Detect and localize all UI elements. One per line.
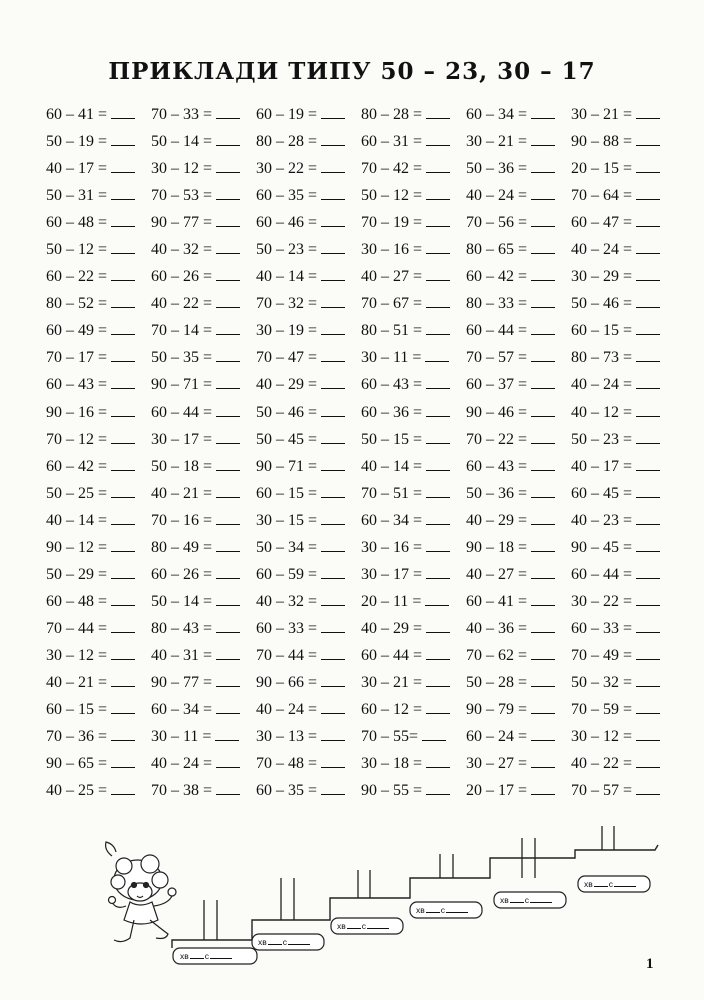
- exercise-expression: 90 – 45 =: [571, 538, 633, 556]
- exercise-expression: 70 – 57 =: [466, 349, 528, 367]
- exercise-expression: 80 – 73 =: [571, 349, 633, 367]
- exercise-expression: 60 – 19 =: [256, 106, 318, 123]
- exercise-expression: 50 – 45 =: [256, 430, 318, 448]
- exercise-expression: 70 – 42 =: [361, 160, 423, 178]
- exercise-expression: 60 – 15 =: [46, 701, 108, 719]
- exercise-expression: 70 – 49 =: [571, 646, 633, 664]
- exercise-expression: 80 – 28 =: [361, 106, 423, 123]
- exercise-expression: 30 – 21 =: [466, 133, 528, 151]
- exercise-expression: 70 – 38 =: [151, 782, 213, 800]
- exercise-expression: 30 – 13 =: [256, 728, 318, 746]
- exercise-expression: 70 – 55=: [361, 728, 419, 746]
- exercise-expression: 60 – 35 =: [256, 782, 318, 800]
- exercise-expression: 90 – 55 =: [361, 782, 423, 800]
- exercise-expression: 40 – 24 =: [571, 241, 633, 259]
- exercise-expression: 70 – 16 =: [151, 511, 213, 529]
- exercise-expression: 50 – 15 =: [361, 430, 423, 448]
- exercise-expression: 60 – 44 =: [571, 565, 633, 583]
- exercise-expression: 90 – 77 =: [151, 214, 213, 232]
- exercise-expression: 90 – 16 =: [46, 403, 108, 421]
- page-number: 1: [646, 956, 654, 972]
- exercise-expression: 60 – 33 =: [571, 619, 633, 637]
- exercise-expression: 70 – 17 =: [46, 349, 108, 367]
- exercise-expression: 30 – 18 =: [361, 755, 423, 773]
- exercise-expression: 70 – 32 =: [256, 295, 318, 313]
- exercise-expression: 90 – 71 =: [151, 376, 213, 394]
- exercise-expression: 60 – 44 =: [151, 403, 213, 421]
- exercise-expression: 50 – 31 =: [46, 187, 108, 205]
- exercise-expression: 90 – 66 =: [256, 673, 318, 691]
- exercise-expression: 50 – 29 =: [46, 565, 108, 583]
- exercise-expression: 40 – 14 =: [256, 268, 318, 286]
- exercise-expression: 60 – 43 =: [466, 457, 528, 475]
- exercise-expression: 40 – 29 =: [361, 619, 423, 637]
- exercise-expression: 30 – 22 =: [256, 160, 318, 178]
- exercise-expression: 90 – 65 =: [46, 755, 108, 773]
- exercise-expression: 20 – 11 =: [361, 592, 422, 610]
- tens-blank[interactable]: [190, 958, 204, 959]
- exercise-expression: 30 – 16 =: [361, 241, 423, 259]
- stair-box-label: хв с: [500, 895, 553, 905]
- exercise-expression: 70 – 53 =: [151, 187, 213, 205]
- exercise-expression: 40 – 29 =: [256, 376, 318, 394]
- exercise-expression: 40 – 32 =: [256, 592, 318, 610]
- exercise-expression: 30 – 12 =: [46, 646, 108, 664]
- exercise-expression: 60 – 41 =: [466, 592, 528, 610]
- exercise-expression: 60 – 43 =: [361, 376, 423, 394]
- exercise-expression: 60 – 34 =: [466, 106, 528, 123]
- exercise-expression: 40 – 17 =: [46, 160, 108, 178]
- ones-blank[interactable]: [446, 912, 468, 913]
- exercise-expression: 70 – 57 =: [571, 782, 633, 800]
- exercise-expression: 30 – 27 =: [466, 755, 528, 773]
- exercise-expression: 70 – 56 =: [466, 214, 528, 232]
- stair-box-label: хв с: [584, 879, 637, 889]
- ones-blank[interactable]: [210, 958, 232, 959]
- exercise-expression: 70 – 62 =: [466, 646, 528, 664]
- exercise-expression: 90 – 18 =: [466, 538, 528, 556]
- exercise-expression: 70 – 67 =: [361, 295, 423, 313]
- exercise-expression: 40 – 27 =: [466, 565, 528, 583]
- exercise-expression: 50 – 28 =: [466, 673, 528, 691]
- exercise-expression: 70 – 44 =: [256, 646, 318, 664]
- exercise-expression: 80 – 28 =: [256, 133, 318, 151]
- exercise-expression: 50 – 46 =: [256, 403, 318, 421]
- ones-blank[interactable]: [530, 902, 552, 903]
- exercise-expression: 50 – 34 =: [256, 538, 318, 556]
- exercise-expression: 70 – 47 =: [256, 349, 318, 367]
- exercise-expression: 30 – 12 =: [571, 728, 633, 746]
- exercise-expression: 50 – 12 =: [46, 241, 108, 259]
- exercise-expression: 60 – 42 =: [466, 268, 528, 286]
- exercise-expression: 60 – 42 =: [46, 457, 108, 475]
- exercise-expression: 40 – 36 =: [466, 619, 528, 637]
- stair-answer-boxes: [173, 876, 650, 964]
- exercise-expression: 70 – 59 =: [571, 701, 633, 719]
- exercise-expression: 50 – 46 =: [571, 295, 633, 313]
- exercise-expression: 60 – 24 =: [466, 728, 528, 746]
- tens-blank[interactable]: [510, 902, 524, 903]
- exercise-expression: 90 – 79 =: [466, 701, 528, 719]
- exercise-expression: 60 – 34 =: [151, 701, 213, 719]
- exercise-expression: 60 – 48 =: [46, 214, 108, 232]
- exercise-expression: 70 – 19 =: [361, 214, 423, 232]
- exercise-expression: 50 – 19 =: [46, 133, 108, 151]
- exercise-expression: 30 – 17 =: [151, 430, 213, 448]
- exercise-expression: 60 – 49 =: [46, 322, 108, 340]
- tens-blank[interactable]: [268, 944, 282, 945]
- exercise-expression: 40 – 21 =: [151, 484, 213, 502]
- counting-sticks: [204, 826, 614, 940]
- exercise-expression: 60 – 59 =: [256, 565, 318, 583]
- exercise-expression: 40 – 24 =: [466, 187, 528, 205]
- exercise-expression: 60 – 43 =: [46, 376, 108, 394]
- exercise-expression: 70 – 44 =: [46, 619, 108, 637]
- exercise-expression: 40 – 29 =: [466, 511, 528, 529]
- exercise-expression: 40 – 27 =: [361, 268, 423, 286]
- exercise-expression: 40 – 32 =: [151, 241, 213, 259]
- exercise-expression: 70 – 33 =: [151, 106, 213, 123]
- exercise-expression: 80 – 51 =: [361, 322, 423, 340]
- exercise-expression: 60 – 36 =: [361, 403, 423, 421]
- exercise-expression: 30 – 19 =: [256, 322, 318, 340]
- page-title: ПРИКЛАДИ ТИПУ 50 – 23, 30 – 17: [108, 58, 596, 85]
- tens-blank[interactable]: [594, 886, 608, 887]
- exercise-expression: 70 – 51 =: [361, 484, 423, 502]
- exercise-expression: 50 – 18 =: [151, 457, 213, 475]
- exercise-expression: 80 – 52 =: [46, 295, 108, 313]
- exercise-expression: 50 – 23 =: [571, 430, 633, 448]
- exercise-expression: 20 – 15 =: [571, 160, 633, 178]
- exercise-expression: 40 – 12 =: [571, 403, 633, 421]
- exercise-expression: 90 – 88 =: [571, 133, 633, 151]
- exercise-expression: 60 – 12 =: [361, 701, 423, 719]
- exercise-expression: 30 – 16 =: [361, 538, 423, 556]
- exercise-expression: 40 – 17 =: [571, 457, 633, 475]
- exercise-expression: 30 – 21 =: [571, 106, 633, 123]
- stair-box-label: хв с: [337, 921, 390, 931]
- exercise-expression: 50 – 25 =: [46, 484, 108, 502]
- exercise-expression: 50 – 12 =: [361, 187, 423, 205]
- exercise-expression: 60 – 31 =: [361, 133, 423, 151]
- exercise-expression: 80 – 33 =: [466, 295, 528, 313]
- exercise-expression: 60 – 41 =: [46, 106, 108, 123]
- exercise-expression: 70 – 48 =: [256, 755, 318, 773]
- exercise-expression: 40 – 14 =: [46, 511, 108, 529]
- exercise-expression: 50 – 35 =: [151, 349, 213, 367]
- exercise-expression: 30 – 29 =: [571, 268, 633, 286]
- tens-blank[interactable]: [347, 928, 361, 929]
- exercise-expression: 60 – 47 =: [571, 214, 633, 232]
- exercise-expression: 50 – 14 =: [151, 133, 213, 151]
- exercise-expression: 80 – 65 =: [466, 241, 528, 259]
- exercise-expression: 60 – 33 =: [256, 619, 318, 637]
- exercise-expression: 60 – 22 =: [46, 268, 108, 286]
- exercise-expression: 60 – 48 =: [46, 592, 108, 610]
- exercise-expression: 70 – 64 =: [571, 187, 633, 205]
- exercise-expression: 30 – 15 =: [256, 511, 318, 529]
- exercise-expression: 30 – 22 =: [571, 592, 633, 610]
- exercise-expression: 50 – 32 =: [571, 673, 633, 691]
- exercise-expression: 90 – 12 =: [46, 538, 108, 556]
- exercise-expression: 70 – 14 =: [151, 322, 213, 340]
- ones-blank[interactable]: [367, 928, 389, 929]
- exercise-expression: 90 – 71 =: [256, 457, 318, 475]
- exercise-expression: 70 – 22 =: [466, 430, 528, 448]
- exercise-expression: 80 – 49 =: [151, 538, 213, 556]
- exercise-expression: 60 – 34 =: [361, 511, 423, 529]
- exercise-expression: 30 – 11 =: [151, 728, 212, 746]
- exercise-expression: 70 – 36 =: [46, 728, 108, 746]
- exercise-expression: 70 – 12 =: [46, 430, 108, 448]
- exercise-expression: 60 – 37 =: [466, 376, 528, 394]
- exercise-expression: 20 – 17 =: [466, 782, 528, 800]
- exercise-expression: 40 – 23 =: [571, 511, 633, 529]
- exercise-expression: 80 – 43 =: [151, 619, 213, 637]
- exercise-expression: 30 – 11 =: [361, 349, 422, 367]
- stair-box-label: хв с: [258, 937, 311, 947]
- ones-blank[interactable]: [614, 886, 636, 887]
- exercise-expression: 50 – 14 =: [151, 592, 213, 610]
- exercise-expression: 60 – 35 =: [256, 187, 318, 205]
- stair-box-label: хв с: [180, 951, 233, 961]
- exercise-expression: 60 – 44 =: [466, 322, 528, 340]
- exercise-expression: 60 – 46 =: [256, 214, 318, 232]
- exercise-expression: 40 – 21 =: [46, 673, 108, 691]
- cartoon-lamb-icon: [106, 842, 176, 942]
- exercise-expression: 60 – 26 =: [151, 268, 213, 286]
- exercise-expression: 30 – 17 =: [361, 565, 423, 583]
- exercise-expression: 50 – 23 =: [256, 241, 318, 259]
- exercise-expression: 40 – 22 =: [151, 295, 213, 313]
- exercise-expression: 60 – 15 =: [571, 322, 633, 340]
- tens-blank[interactable]: [426, 912, 440, 913]
- exercise-expression: 60 – 15 =: [256, 484, 318, 502]
- exercise-expression: 50 – 36 =: [466, 160, 528, 178]
- exercise-expression: 90 – 77 =: [151, 673, 213, 691]
- stair-outline: [172, 845, 658, 948]
- exercise-expression: 40 – 25 =: [46, 782, 108, 800]
- exercise-expression: 30 – 21 =: [361, 673, 423, 691]
- stair-box-label: хв с: [416, 905, 469, 915]
- exercise-expression: 60 – 45 =: [571, 484, 633, 502]
- exercise-expression: 90 – 46 =: [466, 403, 528, 421]
- exercise-expression: 60 – 26 =: [151, 565, 213, 583]
- ones-blank[interactable]: [288, 944, 310, 945]
- exercise-expression: 40 – 24 =: [571, 376, 633, 394]
- exercise-expression: 60 – 44 =: [361, 646, 423, 664]
- exercise-expression: 40 – 14 =: [361, 457, 423, 475]
- exercise-expression: 40 – 31 =: [151, 646, 213, 664]
- exercise-expression: 40 – 24 =: [151, 755, 213, 773]
- exercise-expression: 50 – 36 =: [466, 484, 528, 502]
- exercise-expression: 30 – 12 =: [151, 160, 213, 178]
- exercise-expression: 40 – 22 =: [571, 755, 633, 773]
- exercise-expression: 40 – 24 =: [256, 701, 318, 719]
